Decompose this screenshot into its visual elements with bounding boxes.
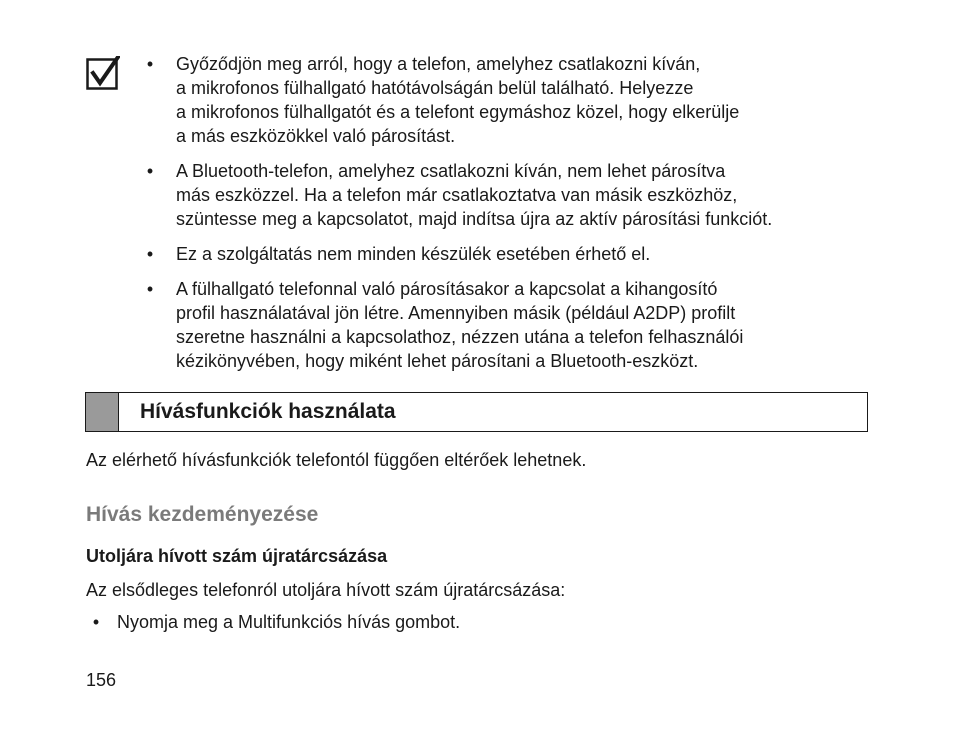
subheading: Hívás kezdeményezése: [86, 503, 319, 526]
note-line: Győződjön meg arról, hogy a telefon, amelyhez csatlakozni kíván,: [176, 54, 701, 74]
steps-list: [86, 610, 460, 634]
subsection-description: Az elsődleges telefonról utoljára hívott szám újratárcsázása:: [86, 580, 566, 600]
note-line: profil használatával jön létre. Amennyiben másik (például A2DP) profilt: [176, 303, 736, 323]
note-item: [140, 159, 880, 231]
note-line: szüntesse meg a kapcsolatot, majd indítsa újra az aktív párosítási funkciót.: [176, 209, 773, 229]
note-line: szeretne használni a kapcsolathoz, nézzen utána a telefon felhasználói: [176, 327, 744, 347]
bullet: •: [146, 279, 154, 299]
note-line: más eszközzel. Ha a telefon már csatlakoztatva van másik eszközhöz,: [176, 185, 738, 205]
note-line: a mikrofonos fülhallgató hatótávolságán belül található. Helyezze: [176, 78, 694, 98]
step-text: Nyomja meg a Multifunkciós hívás gombot.: [117, 612, 461, 632]
section-title: Hívásfunkciók használata: [140, 400, 396, 423]
note-line: a más eszközökkel való párosítást.: [176, 126, 456, 146]
note-item: [140, 277, 880, 373]
step-item: [86, 610, 460, 634]
note-line: A Bluetooth-telefon, amelyhez csatlakozni kíván, nem lehet párosítva: [176, 161, 726, 181]
bullet: •: [92, 612, 100, 632]
intro-text: Az elérhető hívásfunkciók telefontól függően eltérőek lehetnek.: [86, 450, 587, 470]
section-header: [85, 392, 868, 432]
note-line: A fülhallgató telefonnal való párosításakor a kapcsolat a kihangosító: [176, 279, 718, 299]
bullet: •: [146, 244, 154, 264]
checkbox-note-icon: [86, 56, 120, 90]
note-line: kézikönyvében, hogy miként lehet párosítani a Bluetooth-eszközt.: [176, 351, 699, 371]
note-line: Ez a szolgáltatás nem minden készülék esetében érhető el.: [176, 244, 651, 264]
section-marker: [86, 393, 119, 431]
bullet: •: [146, 161, 154, 181]
bullet: •: [146, 54, 154, 74]
note-line: a mikrofonos fülhallgatót és a telefont egymáshoz közel, hogy elkerülje: [176, 102, 740, 122]
notes-list: [140, 52, 880, 384]
note-item: [140, 242, 880, 266]
subsection-title: Utoljára hívott szám újratárcsázása: [86, 546, 388, 566]
note-item: [140, 52, 880, 148]
page-number: 156: [86, 670, 117, 690]
